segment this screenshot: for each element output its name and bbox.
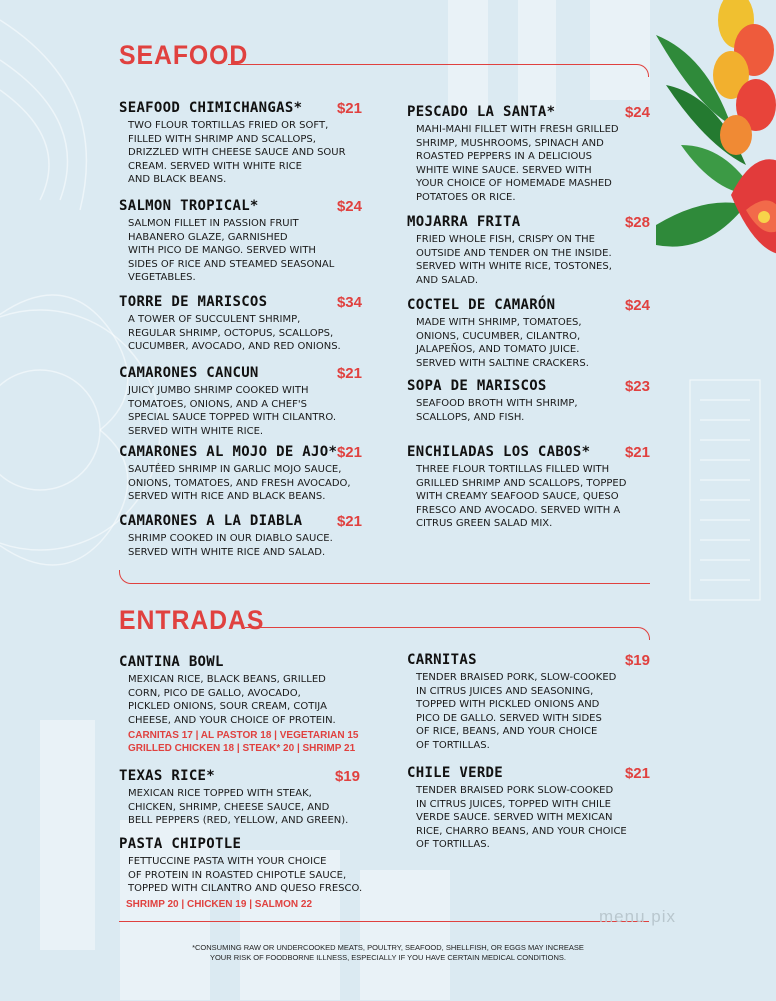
seafood-footer-rule — [119, 570, 650, 584]
protein-options: CARNITAS 17 | AL PASTOR 18 | VEGETARIAN 15 GRILLED CHICKEN 18 | STEAK* 20 | SHRIMP 21 — [128, 730, 359, 754]
watermark-text: menu pix — [599, 907, 676, 926]
item-description: FRIED WHOLE FISH, CRISPY ON THE OUTSIDE AND TENDER ON THE INSIDE. SERVED WITH WHITE RICE, TOSTONES, AND SALAD. — [416, 234, 612, 286]
item-price: $21 — [336, 100, 362, 117]
item-price: $21 — [624, 444, 650, 461]
disclaimer: *CONSUMING RAW OR UNDERCOOKED MEATS, POULTRY, SEAFOOD, SHELLFISH, OR EGGS MAY INCREASE YOUR RISK OF FOODBORNE ILLNESS, ESPECIALLY IF YOU HAVE CERTAIN MEDICAL CONDITIONS. — [192, 943, 584, 962]
item-name: SOPA DE MARISCOS — [407, 378, 547, 394]
item-description: MADE WITH SHRIMP, TOMATOES, ONIONS, CUCUMBER, CILANTRO, JALAPEÑOS, AND TOMATO JUICE. SERVED WITH SALTINE CRACKERS. — [416, 317, 589, 369]
item-name: PESCADO LA SANTA* — [407, 104, 556, 120]
item-description: THREE FLOUR TORTILLAS FILLED WITH GRILLED SHRIMP AND SCALLOPS, TOPPED WITH CREAMY SEAFOOD SAUCE, QUESO FRESCO AND AVOCADO. SERVED WITH A CITRUS GREEN SALAD MIX. — [416, 464, 627, 529]
item-name: PASTA CHIPOTLE — [119, 836, 242, 852]
menu-item — [119, 198, 362, 285]
item-name: CAMARONES AL MOJO DE AJO* — [119, 444, 338, 460]
item-description: A TOWER OF SUCCULENT SHRIMP, REGULAR SHRIMP, OCTOPUS, SCALLOPS, CUCUMBER, AVOCADO, AND RED ONIONS. — [128, 314, 341, 352]
item-name: SALMON TROPICAL* — [119, 198, 259, 214]
item-name: CANTINA BOWL — [119, 654, 224, 670]
entradas-footer-rule — [119, 921, 649, 922]
item-description: TWO FLOUR TORTILLAS FRIED OR SOFT, FILLED WITH SHRIMP AND SCALLOPS, DRIZZLED WITH CHEESE SAUCE AND SOUR CREAM. SERVED WITH WHITE RICE AND BLACK BEANS. — [128, 120, 346, 185]
entradas-section-title: ENTRADAS — [119, 605, 265, 635]
item-description: TENDER BRAISED PORK SLOW-COOKED IN CITRUS JUICES, TOPPED WITH CHILE VERDE SAUCE. SERVED WITH MEXICAN RICE, CHARRO BEANS, AND YOUR CHOICE OF TORTILLAS. — [416, 785, 627, 850]
menu-item — [119, 100, 362, 187]
item-description: JUICY JUMBO SHRIMP COOKED WITH TOMATOES, ONIONS, AND A CHEF'S SPECIAL SAUCE TOPPED WITH CILANTRO. SERVED WITH WHITE RICE. — [128, 385, 337, 437]
menu-item — [407, 297, 650, 370]
item-price: $24 — [624, 297, 650, 314]
item-price: $21 — [336, 365, 362, 382]
item-price: $34 — [336, 294, 362, 311]
menu-item — [407, 444, 650, 531]
item-name: CAMARONES CANCUN — [119, 365, 259, 381]
item-description: SALMON FILLET IN PASSION FRUIT HABANERO GLAZE, GARNISHED WITH PICO DE MANGO. SERVED WITH SIDES OF RICE AND STEAMED SEASONAL VEGETABLES. — [128, 218, 335, 283]
menu-item — [407, 214, 650, 287]
menu-item — [119, 444, 362, 504]
menu-item — [119, 294, 362, 354]
item-description: TENDER BRAISED PORK, SLOW-COOKED IN CITRUS JUICES AND SEASONING, TOPPED WITH PICKLED ONIONS AND PICO DE GALLO. SERVED WITH SIDES OF RICE, BEANS, AND YOUR CHOICE OF TORTILLAS. — [416, 672, 617, 751]
item-price: $19 — [334, 768, 360, 785]
item-description: MAHI-MAHI FILLET WITH FRESH GRILLED SHRIMP, MUSHROOMS, SPINACH AND ROASTED PEPPERS IN A DELICIOUS WHITE WINE SAUCE. SERVED WITH YOUR CHOICE OF HOMEMADE MASHED POTATOES OR RICE. — [416, 124, 619, 203]
menu-item — [119, 513, 362, 559]
menu-item — [119, 365, 362, 438]
item-price: $28 — [624, 214, 650, 231]
protein-options: SHRIMP 20 | CHICKEN 19 | SALMON 22 — [126, 898, 313, 910]
item-name: CHILE VERDE — [407, 765, 504, 781]
item-description: MEXICAN RICE TOPPED WITH STEAK, CHICKEN, SHRIMP, CHEESE SAUCE, AND BELL PEPPERS (RED, YELLOW, AND GREEN). — [128, 788, 349, 826]
item-price: $19 — [624, 652, 650, 669]
item-name: COCTEL DE CAMARÓN — [407, 297, 556, 313]
menu-item — [119, 836, 362, 911]
menu-item — [407, 104, 650, 204]
item-name: SEAFOOD CHIMICHANGAS* — [119, 100, 303, 116]
item-description: MEXICAN RICE, BLACK BEANS, GRILLED CORN, PICO DE GALLO, AVOCADO, PICKLED ONIONS, SOUR CREAM, COTIJA CHEESE, AND YOUR CHOICE OF PROTEIN. — [128, 674, 336, 726]
menu-item — [407, 378, 650, 424]
item-description: SHRIMP COOKED IN OUR DIABLO SAUCE. SERVED WITH WHITE RICE AND SALAD. — [128, 533, 333, 558]
entradas-header-rule — [245, 627, 650, 640]
item-price: $21 — [336, 444, 362, 461]
item-price: $24 — [336, 198, 362, 215]
item-price: $21 — [336, 513, 362, 530]
menu-item — [119, 768, 362, 828]
menu-item — [119, 654, 362, 755]
tropical-flower-illustration — [636, 0, 776, 295]
item-description: FETTUCCINE PASTA WITH YOUR CHOICE OF PROTEIN IN ROASTED CHIPOTLE SAUCE, TOPPED WITH CILANTRO AND QUESO FRESCO. — [128, 856, 363, 894]
item-name: MOJARRA FRITA — [407, 214, 521, 230]
item-price: $23 — [624, 378, 650, 395]
item-name: TORRE DE MARISCOS — [119, 294, 268, 310]
menu-item — [407, 652, 650, 752]
item-name: ENCHILADAS LOS CABOS* — [407, 444, 591, 460]
item-price: $21 — [624, 765, 650, 782]
item-name: CAMARONES A LA DIABLA — [119, 513, 303, 529]
item-description: SEAFOOD BROTH WITH SHRIMP, SCALLOPS, AND FISH. — [416, 398, 578, 423]
seafood-section-title: SEAFOOD — [119, 40, 249, 70]
item-description: SAUTÉED SHRIMP IN GARLIC MOJO SAUCE, ONIONS, TOMATOES, AND FRESH AVOCADO, SERVED WITH RICE AND BLACK BEANS. — [128, 464, 351, 502]
item-name: TEXAS RICE* — [119, 768, 216, 784]
item-name: CARNITAS — [407, 652, 477, 668]
menu-item — [407, 765, 650, 852]
item-price: $24 — [624, 104, 650, 121]
seafood-header-rule — [228, 64, 649, 77]
